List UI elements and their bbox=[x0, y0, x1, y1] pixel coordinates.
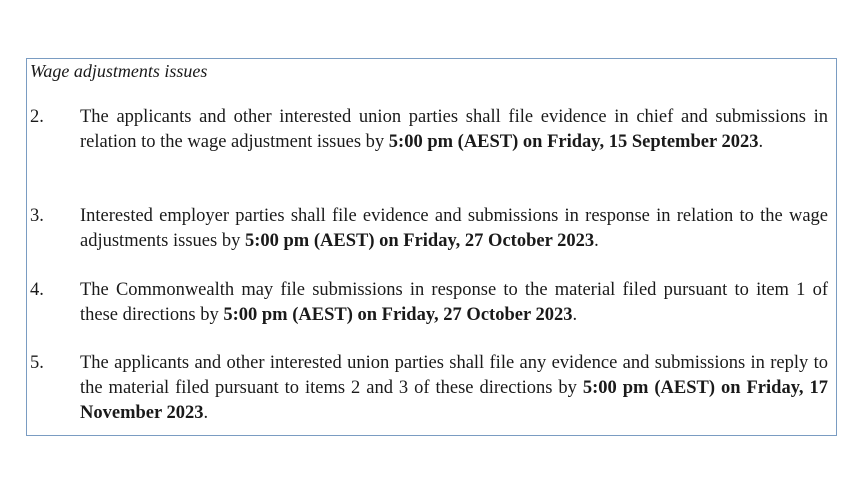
item-number: 3. bbox=[30, 206, 44, 226]
item-text bbox=[80, 278, 828, 328]
item-number: 4. bbox=[30, 280, 44, 300]
item-body: The applicants and other interested union parties shall file evidence in chief and submissions in relation to the wage adjustment issues by bbox=[80, 107, 828, 152]
item-deadline: 5:00 pm (AEST) on Friday, 17 November 2023 bbox=[80, 378, 829, 423]
item-deadline: 5:00 pm (AEST) on Friday, 27 October 2023 bbox=[244, 231, 595, 251]
section-heading: Wage adjustments issues bbox=[30, 61, 208, 81]
item-number: 5. bbox=[30, 353, 44, 373]
item-deadline: 5:00 pm (AEST) on Friday, 15 September 2023 bbox=[388, 132, 759, 152]
item-body: The Commonwealth may file submissions in response to the material filed pursuant to item 1 of these directions by bbox=[80, 280, 828, 325]
item-end: . bbox=[594, 231, 599, 251]
item-number: 2. bbox=[30, 107, 44, 127]
item-body: The applicants and other interested union parties shall file any evidence and submissions in reply to the material filed pursuant to items 2 and 3 of these directions by bbox=[80, 353, 828, 398]
item-text bbox=[80, 204, 828, 254]
item-end: . bbox=[758, 132, 764, 152]
item-text bbox=[80, 351, 828, 426]
item-body: Interested employer parties shall file evidence and submissions in response in relation to the wage adjustments issues by bbox=[80, 206, 828, 251]
item-end: . bbox=[572, 305, 578, 325]
item-deadline: 5:00 pm (AEST) on Friday, 27 October 2023 bbox=[223, 305, 573, 325]
item-end: . bbox=[203, 403, 209, 423]
item-text bbox=[80, 105, 828, 155]
